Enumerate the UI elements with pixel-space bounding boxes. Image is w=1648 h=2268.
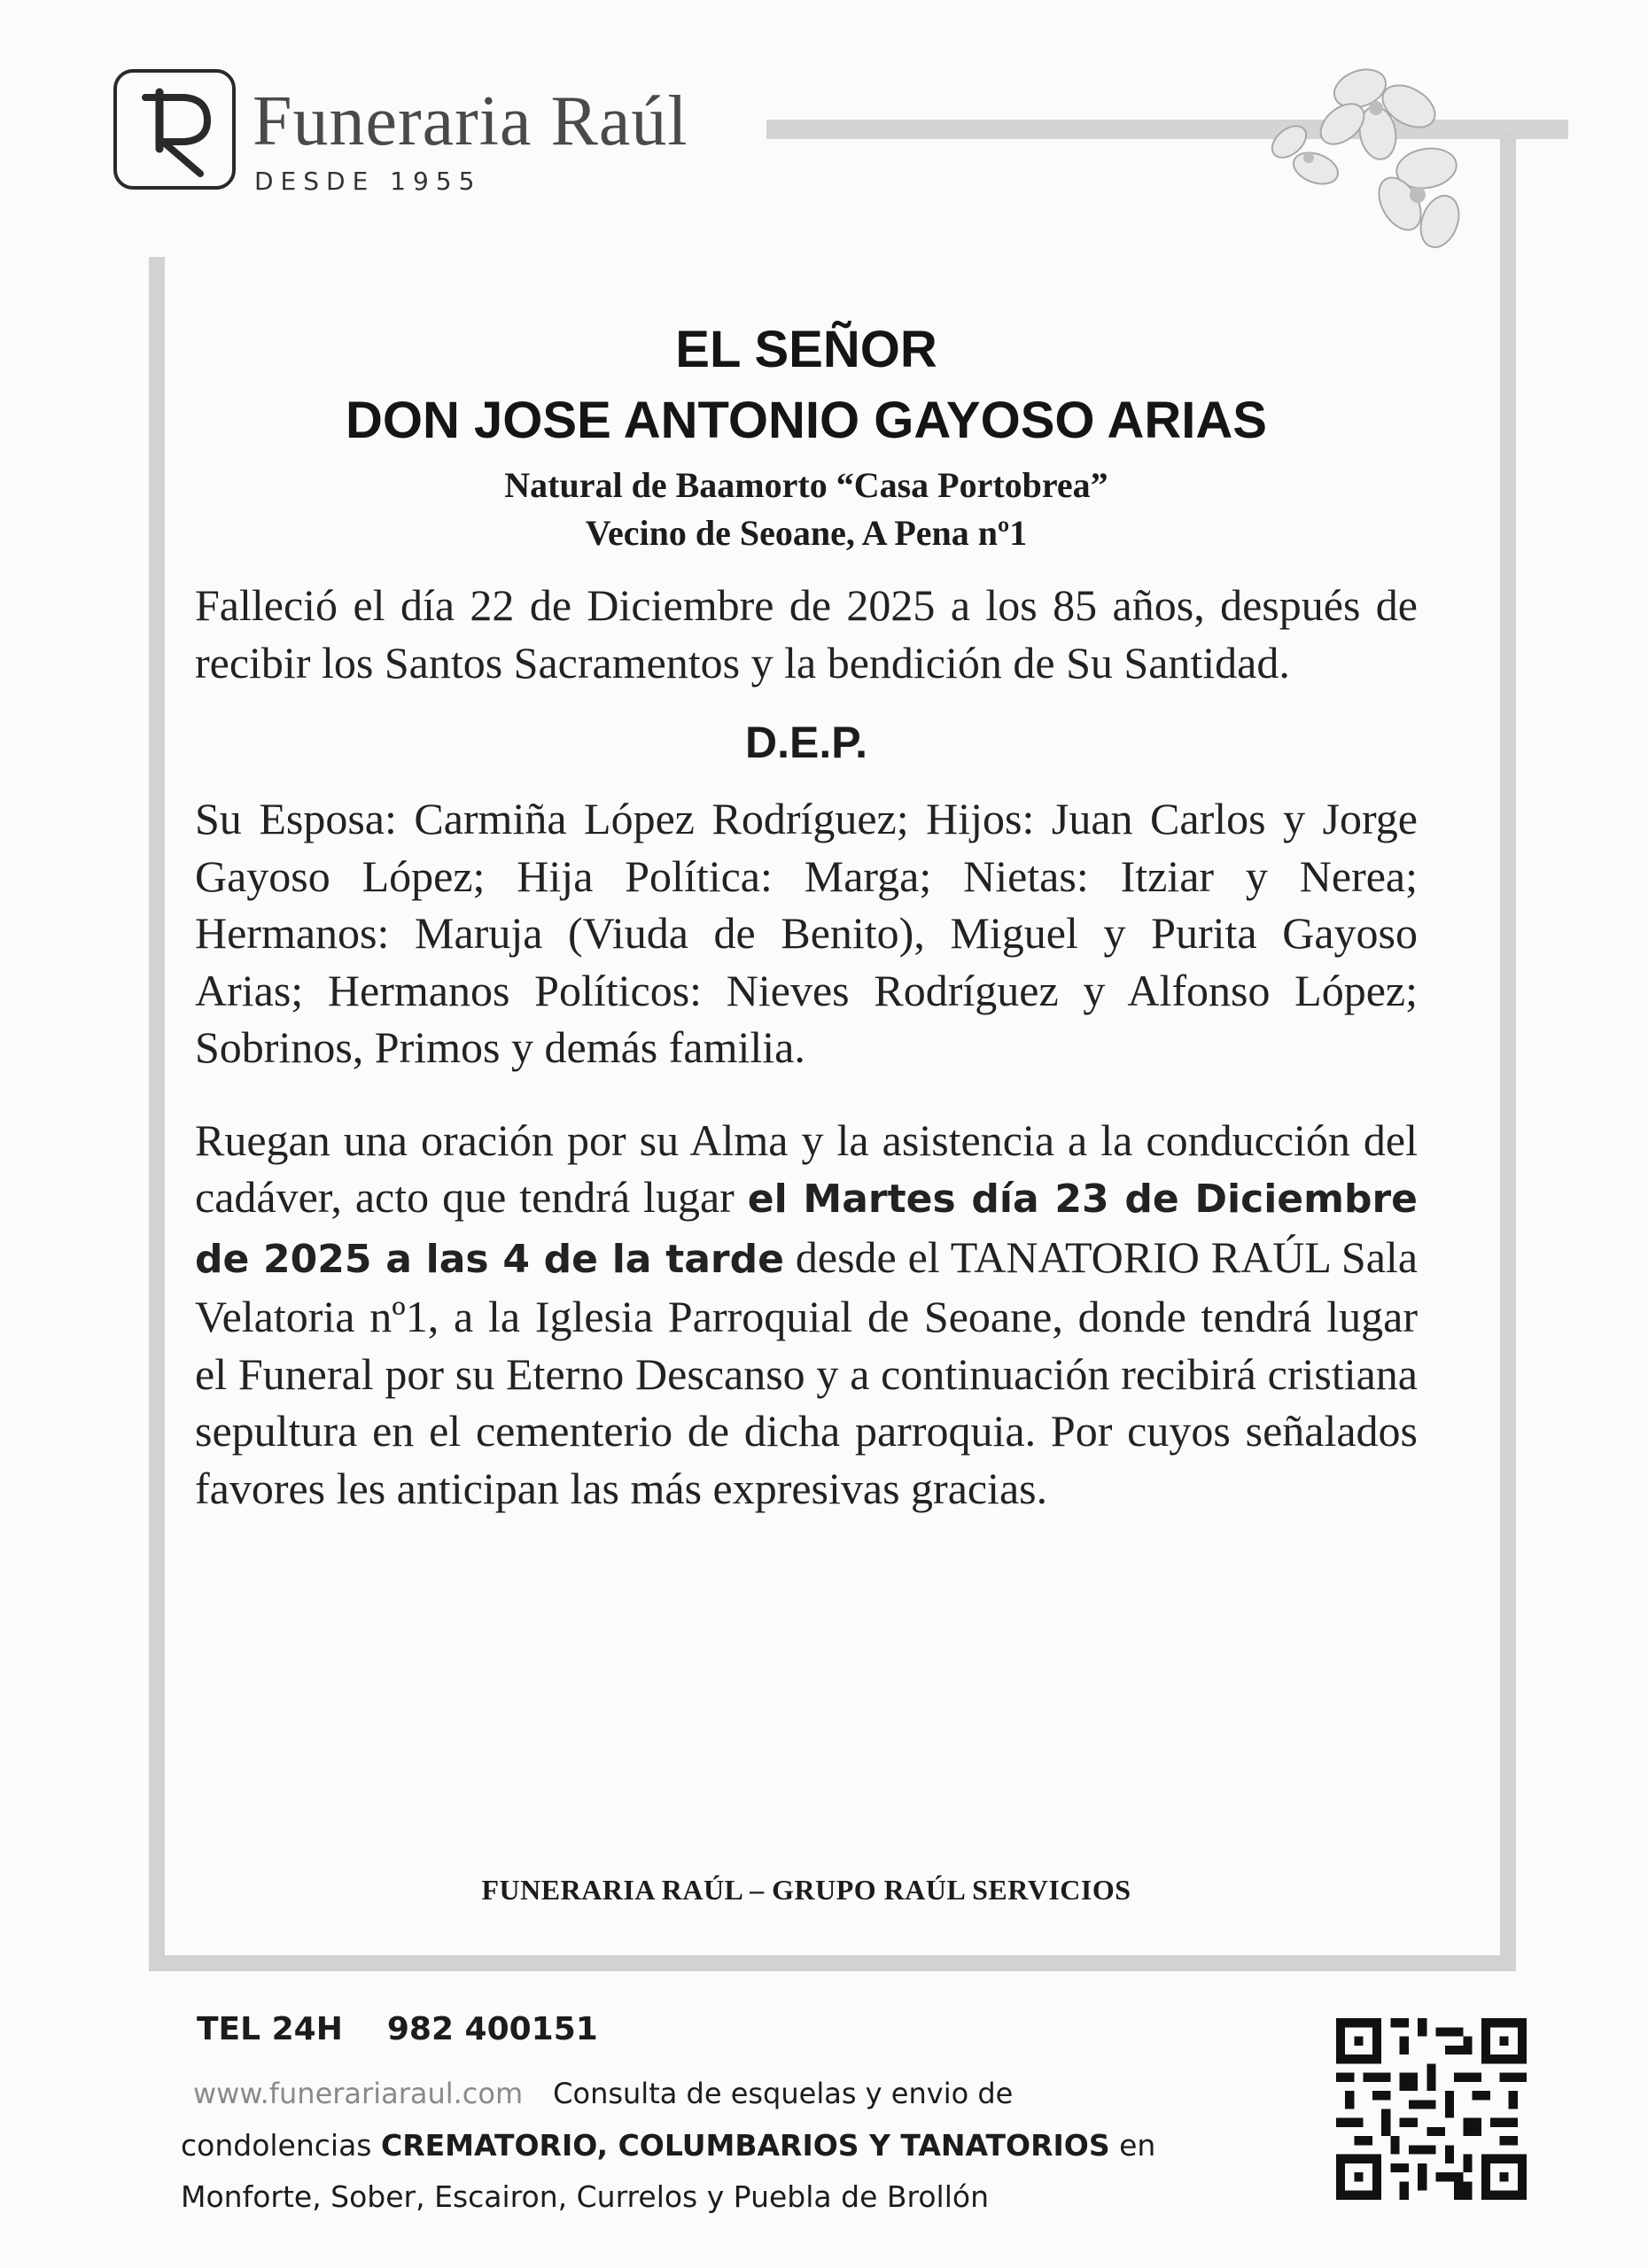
places-row: Monforte, Sober, Escairon, Currelos y Puebla de Brollón [181,2179,989,2214]
family-paragraph: Su Esposa: Carmiña López Rodríguez; Hijos: Juan Carlos y Jorge Gayoso López; Hija Política: Marga; Nietas: Itziar y Nerea; Hermanos: Maruja (Viuda de Benito), Miguel y Purita Gayoso Arias; Hermanos Políticos: Nieves Rodríguez y Alfonso López; Sobrinos, Primos y demás familia. [195,794,1418,1072]
services-text: CREMATORIO, COLUMBARIOS Y TANATORIOS [381,2128,1110,2163]
phone-row [197,2011,598,2047]
r-monogram-icon [133,85,222,178]
title-line-1: EL SEÑOR [675,321,937,378]
funeral-intro: Ruegan una oración por su Alma y la asistencia a la conducción del cadáver, acto que tendrá lugar [195,1115,1418,1222]
deceased-name: DON JOSE ANTONIO GAYOSO ARIAS [346,392,1267,449]
funeral-paragraph [195,1112,1418,1518]
funeral-details: desde el TANATORIO RAÚL Sala Velatoria nº1, a la Iglesia Parroquial de Seoane, donde tendrá lugar el Funeral por su Eterno Descanso y a continuación recibirá cristiana sepultura en el cementerio de dicha parroquia. Por cuyos señalados favores les anticipan las más expresivas gracias. [195,1231,1419,1513]
website-row [193,2077,1013,2110]
brand-logo-mark [113,69,236,190]
phone-label: TEL 24H [197,2011,343,2047]
brand-name: Funeraria Raúl [253,82,688,160]
death-notice [195,315,1418,1517]
services-row [181,2128,1155,2163]
frame-bottom-border [149,1955,1516,1971]
condolences-text: condolencias [181,2128,372,2163]
website-link[interactable]: www.funerariaraul.com [193,2077,524,2110]
frame-left-border [149,257,165,1971]
funeral-date: el Martes día 23 de Diciembre de 2025 a las 4 de la tarde [195,1177,1418,1282]
flowers-decoration-icon [1227,35,1475,275]
dep-heading: D.E.P. [744,718,868,767]
origin-line: Natural de Baamorto “Casa Portobrea” [504,465,1108,505]
brand-since: DESDE 1955 [254,167,482,196]
in-text: en [1119,2128,1156,2163]
phone-number[interactable]: 982 400151 [386,2011,598,2047]
closing-signature: FUNERARIA RAÚL – GRUPO RAÚL SERVICIOS [481,1874,1131,1906]
residence-line: Vecino de Seoane, A Pena nº1 [585,513,1028,553]
frame-right-border [1500,133,1516,1971]
consult-text: Consulta de esquelas y envio de [553,2077,1014,2110]
death-paragraph: Falleció el día 22 de Diciembre de 2025 a los 85 años, después de recibir los Santos Sacramentos y la bendición de Su Santidad. [195,580,1418,687]
qr-code-icon[interactable] [1336,2018,1527,2200]
